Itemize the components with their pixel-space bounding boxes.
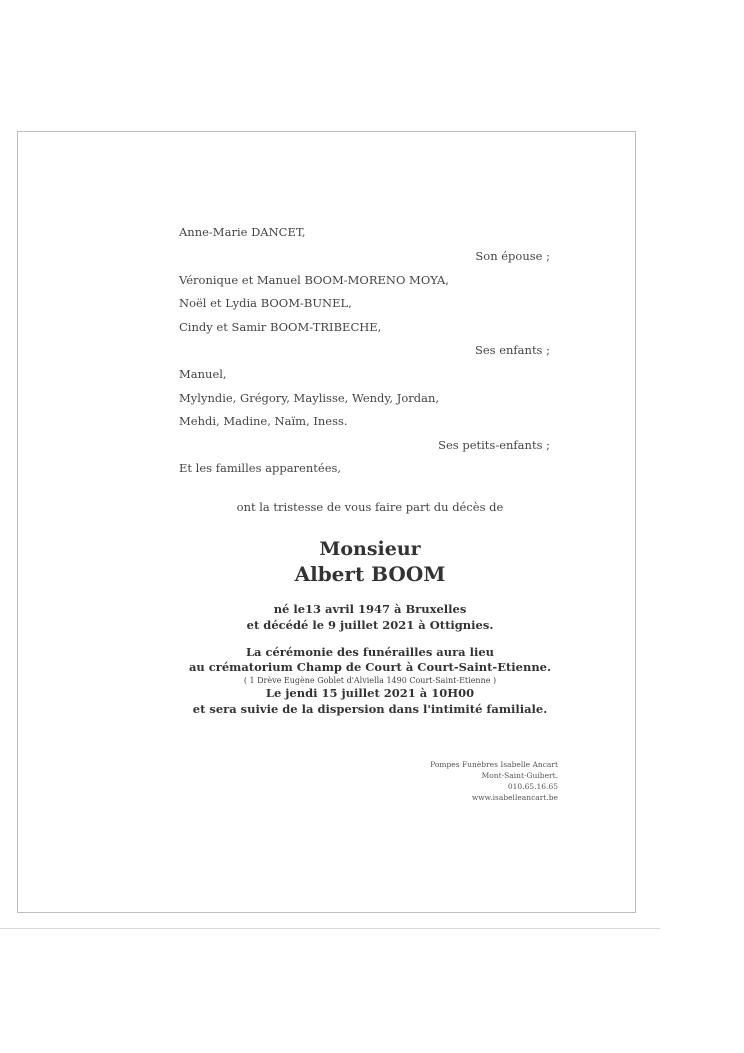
grandchildren-role: Ses petits-enfants ;	[438, 438, 550, 452]
child-line: Véronique et Manuel BOOM-MORENO MOYA,	[179, 273, 449, 287]
death-line: et décédé le 9 juillet 2021 à Ottignies.	[246, 618, 494, 632]
birth-line: né le13 avril 1947 à Bruxelles	[273, 602, 467, 616]
ceremony-location: au crématorium Champ de Court à Court-Saint-Etienne.	[188, 660, 551, 674]
footer-company: Pompes Funèbres Isabelle Ancart	[430, 760, 558, 769]
announcement-text: ont la tristesse de vous faire part du décès de	[236, 500, 504, 514]
ceremony-dispersion: et sera suivie de la dispersion dans l'intimité familiale.	[192, 702, 548, 716]
footer-city: Mont-Saint-Guibert.	[481, 771, 558, 780]
spouse-name: Anne-Marie DANCET,	[179, 225, 306, 239]
spouse-role: Son épouse ;	[475, 249, 550, 263]
footer-phone: 010.65.16.65	[507, 782, 558, 791]
child-line: Noël et Lydia BOOM-BUNEL,	[179, 296, 352, 310]
relatives-line: Et les familles apparentées,	[179, 461, 342, 475]
scan-edge-line	[0, 928, 660, 929]
children-role: Ses enfants ;	[474, 343, 550, 357]
deceased-title: Monsieur	[319, 538, 421, 560]
grandchild-line: Mylyndie, Grégory, Maylisse, Wendy, Jordan,	[179, 391, 440, 405]
deceased-name: Albert BOOM	[294, 562, 446, 586]
ceremony-address: ( 1 Drève Eugène Goblet d'Alviella 1490 Court-Saint-Etienne )	[243, 676, 497, 685]
child-line: Cindy et Samir BOOM-TRIBECHE,	[179, 320, 382, 334]
grandchild-line: Mehdi, Madine, Naïm, Iness.	[179, 414, 348, 428]
ceremony-line: La cérémonie des funérailles aura lieu	[245, 645, 495, 659]
ceremony-date: Le jendi 15 juillet 2021 à 10H00	[265, 686, 475, 700]
grandchild-line: Manuel,	[179, 367, 227, 381]
footer-website: www.isabelleancart.be	[471, 793, 558, 802]
